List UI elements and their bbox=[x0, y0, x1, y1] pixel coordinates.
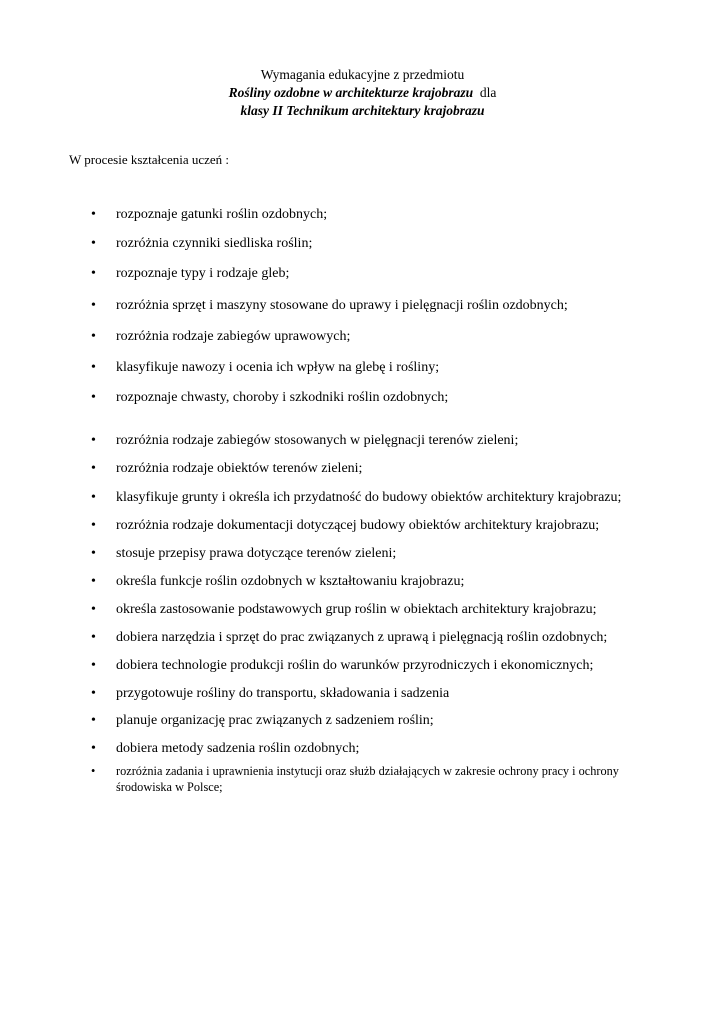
bullet-icon: • bbox=[91, 360, 96, 375]
intro-text: W procesie kształcenia uczeń : bbox=[69, 152, 230, 167]
header-line-2-suffix: dla bbox=[479, 85, 497, 100]
bullet-icon: • bbox=[91, 658, 96, 673]
bullet-icon: • bbox=[91, 461, 96, 476]
bullet-icon: • bbox=[91, 574, 96, 589]
bullet-icon: • bbox=[91, 236, 96, 251]
bullet-icon: • bbox=[91, 298, 96, 313]
bullet-icon: • bbox=[91, 518, 96, 533]
bullet-icon: • bbox=[91, 630, 96, 645]
bullet-icon: • bbox=[91, 713, 96, 728]
bullet-icon: • bbox=[91, 433, 96, 448]
bullet-icon: • bbox=[91, 764, 96, 778]
bullet-icon: • bbox=[91, 602, 96, 617]
document-header bbox=[0, 66, 725, 120]
bullet-icon: • bbox=[91, 390, 96, 405]
header-line-3: klasy II Technikum architektury krajobrazu bbox=[240, 103, 485, 118]
bullet-icon: • bbox=[91, 546, 96, 561]
bullet-icon: • bbox=[91, 686, 96, 701]
header-line-1: Wymagania edukacyjne z przedmiotu bbox=[260, 67, 465, 82]
bullet-icon: • bbox=[91, 741, 96, 756]
subject-name: Rośliny ozdobne w architekturze krajobrazu bbox=[228, 85, 474, 100]
bullet-icon: • bbox=[91, 207, 96, 222]
bullet-icon: • bbox=[91, 329, 96, 344]
bullet-icon: • bbox=[91, 490, 96, 505]
header-line-2 bbox=[0, 84, 725, 102]
bullet-icon: • bbox=[91, 266, 96, 281]
